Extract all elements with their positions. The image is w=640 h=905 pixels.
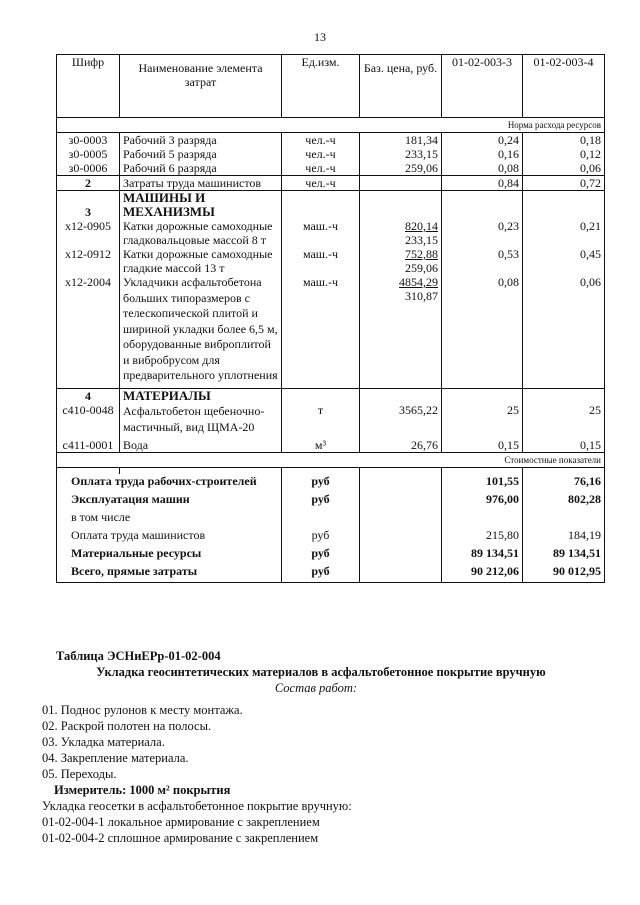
- row-name: Вода: [120, 435, 282, 453]
- row-col-a: 0,08: [442, 161, 523, 176]
- row-col-b: 0,72: [523, 176, 605, 191]
- row-name: Рабочий 6 разряда: [120, 161, 282, 176]
- norm-row: [57, 118, 605, 133]
- row-price: 259,06: [360, 161, 442, 176]
- row-price: 4854,29: [399, 275, 438, 289]
- table-row: [57, 275, 605, 388]
- summary-unit: руб: [282, 474, 360, 492]
- row-price: 26,76: [360, 435, 442, 453]
- row-unit: м³: [282, 435, 360, 453]
- row-price-secondary: 233,15: [405, 233, 438, 247]
- table-row: [57, 133, 605, 148]
- table2-block: [42, 648, 616, 846]
- header-col-b: 01-02-003-4: [523, 55, 605, 118]
- table-row: [57, 161, 605, 176]
- section-machines: [57, 191, 605, 220]
- work-step: 05. Переходы.: [42, 767, 117, 781]
- table2-item: 01-02-004-1 локальное армирование с закреплением: [42, 815, 320, 829]
- section-code: 3: [57, 191, 120, 220]
- row-col-a: 0,24: [442, 133, 523, 148]
- summary-col-a: 215,80: [442, 528, 523, 546]
- row-col-a: 0,15: [442, 435, 523, 453]
- row-col-b: 0,06: [523, 161, 605, 176]
- row-col-a: 25: [442, 403, 523, 435]
- row-unit: маш.-ч: [282, 275, 360, 388]
- summary-label: Эксплуатация машин: [57, 492, 282, 510]
- section-title: МАТЕРИАЛЫ: [120, 388, 282, 403]
- work-step: 03. Укладка материала.: [42, 735, 165, 749]
- row-code: 2: [57, 176, 120, 191]
- row-col-a: 0,53: [442, 247, 523, 275]
- header-price: Баз. цена, руб.: [360, 55, 442, 118]
- summary-unit: руб: [282, 492, 360, 510]
- table-row: [57, 219, 605, 247]
- row-unit: маш.-ч: [282, 247, 360, 275]
- row-price-secondary: 310,87: [405, 289, 438, 303]
- row-code: з0-0003: [57, 133, 120, 148]
- row-price: 181,34: [360, 133, 442, 148]
- summary-col-b: 76,16: [523, 474, 605, 492]
- cost-label: Стоимостные показатели: [57, 452, 605, 467]
- section-title: МАШИНЫ И МЕХАНИЗМЫ: [120, 191, 282, 220]
- summary-label: Всего, прямые затраты: [57, 564, 282, 583]
- row-col-b: 0,15: [523, 435, 605, 453]
- table2-subtitle: Укладка геосинтетических материалов в асфальтобетонное покрытие вручную: [96, 665, 546, 679]
- resource-table: [56, 54, 605, 583]
- summary-unit: руб: [282, 546, 360, 564]
- row-name: Укладчики асфальтобетона больших типоразмеров с телескопической плитой и шириной укладки более 6,5 м, оборудованные виброплитой и вибробрусом для предварительного уплотнения: [120, 275, 282, 388]
- table2-title: Таблица ЭСНиЕРр-01-02-004: [56, 649, 221, 663]
- summary-col-b: 184,19: [523, 528, 605, 546]
- row-price: 752,88: [405, 247, 438, 261]
- table-row: [57, 247, 605, 275]
- row-col-a: 0,23: [442, 219, 523, 247]
- row-col-b: 0,12: [523, 147, 605, 161]
- work-step: 01. Поднос рулонов к месту монтажа.: [42, 703, 243, 717]
- header-unit: Ед.изм.: [282, 55, 360, 118]
- table-header: [57, 55, 605, 118]
- row-code: з0-0006: [57, 161, 120, 176]
- row-col-b: 0,18: [523, 133, 605, 148]
- page-number: 13: [314, 30, 326, 44]
- summary-row: [57, 510, 605, 528]
- row-unit: чел.-ч: [282, 147, 360, 161]
- header-col-a: 01-02-003-3: [442, 55, 523, 118]
- row-code: с410-0048: [57, 403, 120, 435]
- row-code: з0-0005: [57, 147, 120, 161]
- summary-col-a: 976,00: [442, 492, 523, 510]
- summary-col-a: 90 212,06: [442, 564, 523, 583]
- row-unit: чел.-ч: [282, 161, 360, 176]
- row-col-b: 0,45: [523, 247, 605, 275]
- row-unit: т: [282, 403, 360, 435]
- table2-composition: Состав работ:: [274, 681, 358, 695]
- table2-item: 01-02-004-2 сплошное армирование с закреплением: [42, 831, 319, 845]
- row-name: Катки дорожные самоходные гладкие массой 13 т: [120, 247, 282, 275]
- row-col-a: 0,84: [442, 176, 523, 191]
- summary-unit: руб: [282, 528, 360, 546]
- row-unit: чел.-ч: [282, 133, 360, 148]
- table-row: [57, 403, 605, 435]
- row-price-secondary: 259,06: [405, 261, 438, 275]
- row-col-b: 25: [523, 403, 605, 435]
- row-col-a: 0,08: [442, 275, 523, 388]
- row-code: х12-0912: [57, 247, 120, 275]
- row-name: Рабочий 3 разряда: [120, 133, 282, 148]
- summary-label: Оплата труда рабочих-строителей: [57, 474, 282, 492]
- summary-row: [57, 564, 605, 583]
- summary-col-b: 802,28: [523, 492, 605, 510]
- summary-row: [57, 528, 605, 546]
- row-name: Асфальтобетон щебеночно-мастичный, вид ЩМА-20: [120, 403, 282, 435]
- summary-label: в том числе: [57, 510, 282, 528]
- summary-label: Оплата труда машинистов: [57, 528, 282, 546]
- row-price: 233,15: [360, 147, 442, 161]
- row-name: Рабочий 5 разряда: [120, 147, 282, 161]
- row-price: 3565,22: [360, 403, 442, 435]
- header-name: Наименование элемента затрат: [120, 55, 282, 118]
- row-col-b: 0,21: [523, 219, 605, 247]
- summary-label: Материальные ресурсы: [57, 546, 282, 564]
- machinists-row: [57, 176, 605, 191]
- table2-meter: Измеритель: 1000 м² покрытия: [54, 783, 231, 797]
- summary-row: [57, 546, 605, 564]
- row-col-a: 0,16: [442, 147, 523, 161]
- summary-row: [57, 474, 605, 492]
- summary-row: [57, 492, 605, 510]
- work-step: 04. Закрепление материала.: [42, 751, 189, 765]
- row-price: 820,14: [405, 219, 438, 233]
- cost-row: [57, 452, 605, 467]
- row-name: Катки дорожные самоходные гладковальцовые массой 8 т: [120, 219, 282, 247]
- summary-col-b: 90 012,95: [523, 564, 605, 583]
- norm-label: Норма расхода ресурсов: [57, 118, 605, 133]
- table-row: [57, 147, 605, 161]
- section-code: 4: [57, 388, 120, 403]
- table-row: [57, 435, 605, 453]
- row-code: х12-2004: [57, 275, 120, 388]
- summary-col-a: 89 134,51: [442, 546, 523, 564]
- row-col-b: 0,06: [523, 275, 605, 388]
- row-unit: маш.-ч: [282, 219, 360, 247]
- row-code: с411-0001: [57, 435, 120, 453]
- row-name: Затраты труда машинистов: [120, 176, 282, 191]
- work-step: 02. Раскрой полотен на полосы.: [42, 719, 212, 733]
- summary-col-a: 101,55: [442, 474, 523, 492]
- summary-col-b: 89 134,51: [523, 546, 605, 564]
- summary-unit: руб: [282, 564, 360, 583]
- row-unit: чел.-ч: [282, 176, 360, 191]
- row-code: х12-0905: [57, 219, 120, 247]
- table2-description: Укладка геосетки в асфальтобетонное покрытие вручную:: [42, 799, 352, 813]
- header-code: Шифр: [57, 55, 120, 118]
- section-materials: [57, 388, 605, 403]
